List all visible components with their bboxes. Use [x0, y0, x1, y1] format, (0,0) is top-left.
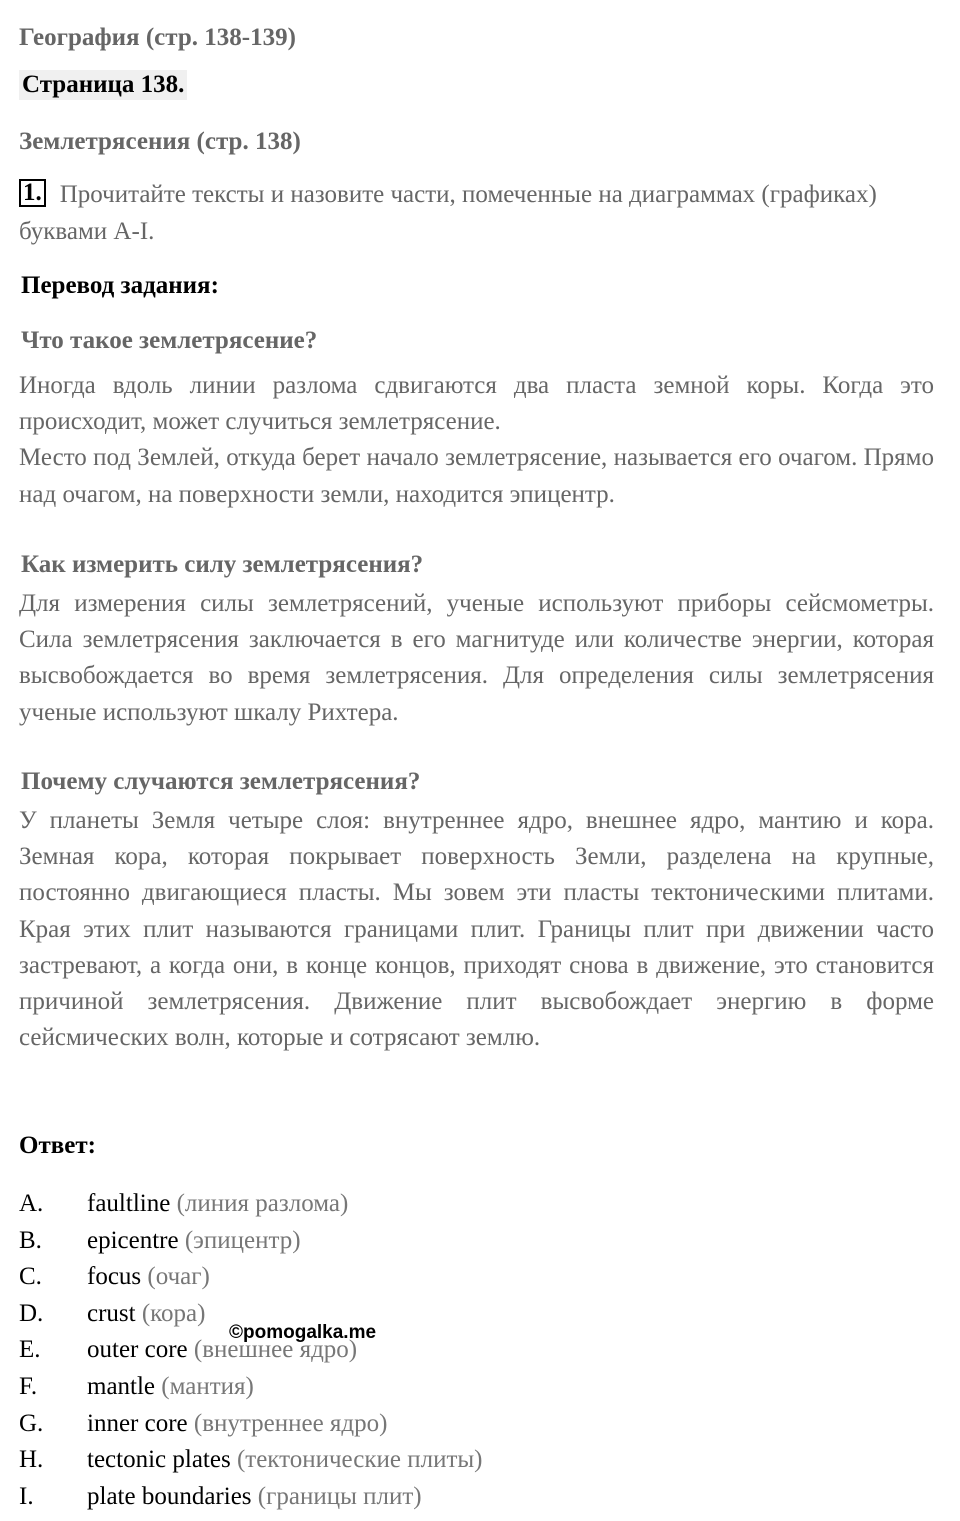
answer-russian: (очаг) — [147, 1263, 210, 1291]
task-text: Прочитайте тексты и назовите части, помеченные на диаграммах (графиках) буквами A-I. — [19, 181, 877, 245]
paragraph-text: Иногда вдоль линии разлома сдвигаются два пласта земной коры. Когда это происходит, может случиться землетрясение. — [19, 372, 934, 436]
task-number-badge: 1. — [19, 179, 46, 207]
answer-item-e — [19, 1332, 934, 1369]
answer-label: Ответ: — [19, 1132, 96, 1159]
answer-letter: G. — [19, 1409, 44, 1437]
answer-russian: (кора) — [141, 1299, 206, 1327]
paragraph-text: У планеты Земля четыре слоя: внутреннее ядро, внешнее ядро, мантию и кора. Земная кора, которая покрывает поверхность Земли, разделена на крупные, постоянно двигающиеся пласты. Мы зовем эти пласты тектоническими плитами. Края этих плит называются границами плит. Границы плит при движении часто застревают, а когда они, в конце концов, приходят снова в движение, это становится причиной землетрясения. Движение плит высвобождает энергию в форме сейсмических волн, которые и сотрясают землю. — [19, 807, 934, 1052]
paragraph-why-earthquakes — [19, 803, 934, 1056]
answer-english: mantle — [87, 1372, 156, 1400]
task-block — [19, 176, 934, 250]
answer-item-a — [19, 1186, 934, 1223]
watermark: ©pomogalka.me — [229, 1322, 377, 1343]
answer-item-f — [19, 1369, 934, 1406]
answer-russian: (внешнее ядро) — [193, 1336, 358, 1364]
answer-english: plate boundaries — [87, 1482, 252, 1510]
paragraph-text: Место под Землей, откуда берет начало землетрясение, называется его очагом. Прямо над очагом, на поверхности земли, находится эпицентр. — [19, 444, 934, 508]
answer-item-g — [19, 1406, 934, 1443]
answer-letter: H. — [19, 1446, 44, 1474]
subheading-measure-strength: Как измерить силу землетрясения? — [21, 551, 424, 578]
answer-russian: (внутреннее ядро) — [193, 1409, 388, 1437]
answer-item-b — [19, 1223, 934, 1260]
subheading-what-is-earthquake: Что такое землетрясение? — [21, 327, 318, 354]
answer-english: focus — [87, 1263, 142, 1291]
answer-letter: B. — [19, 1226, 42, 1254]
document-title: География (стр. 138-139) — [19, 24, 296, 51]
answer-english: inner core — [87, 1409, 188, 1437]
answer-item-h — [19, 1442, 934, 1479]
answer-russian: (эпицентр) — [184, 1226, 301, 1254]
answer-letter: C. — [19, 1263, 42, 1291]
answer-russian: (тектонические плиты) — [236, 1446, 483, 1474]
answer-letter: E. — [19, 1336, 41, 1364]
paragraph-what-is-earthquake — [19, 368, 934, 513]
answer-letter: I. — [19, 1482, 34, 1510]
answer-english: faultline — [87, 1190, 171, 1217]
paragraph-measure-strength — [19, 586, 934, 731]
page-label: Страница 138. — [19, 70, 187, 100]
answer-english: tectonic plates — [87, 1446, 231, 1474]
answer-item-d — [19, 1296, 934, 1333]
answer-item-c — [19, 1259, 934, 1296]
answer-letter: D. — [19, 1299, 44, 1327]
answer-russian: (мантия) — [161, 1372, 254, 1400]
answer-english: epicentre — [87, 1226, 179, 1254]
paragraph-text: Для измерения силы землетрясений, ученые используют приборы сейсмометры. Сила землетрясения заключается в его магнитуде или количестве энергии, которая высвобождается во время землетрясения. Для определения силы землетрясения ученые используют шкалу Рихтера. — [19, 590, 934, 726]
answer-list — [19, 1186, 934, 1515]
answer-letter: F. — [19, 1372, 38, 1400]
section-heading: Землетрясения (стр. 138) — [19, 128, 301, 155]
answer-russian: (границы плит) — [257, 1482, 422, 1510]
answer-letter: A. — [19, 1190, 44, 1217]
answer-russian: (линия разлома) — [176, 1190, 349, 1217]
answer-item-i — [19, 1479, 934, 1516]
answer-english: outer core — [87, 1336, 188, 1364]
answer-english: crust — [87, 1299, 136, 1327]
translation-label: Перевод задания: — [21, 272, 219, 299]
subheading-why-earthquakes: Почему случаются землетрясения? — [21, 768, 421, 795]
